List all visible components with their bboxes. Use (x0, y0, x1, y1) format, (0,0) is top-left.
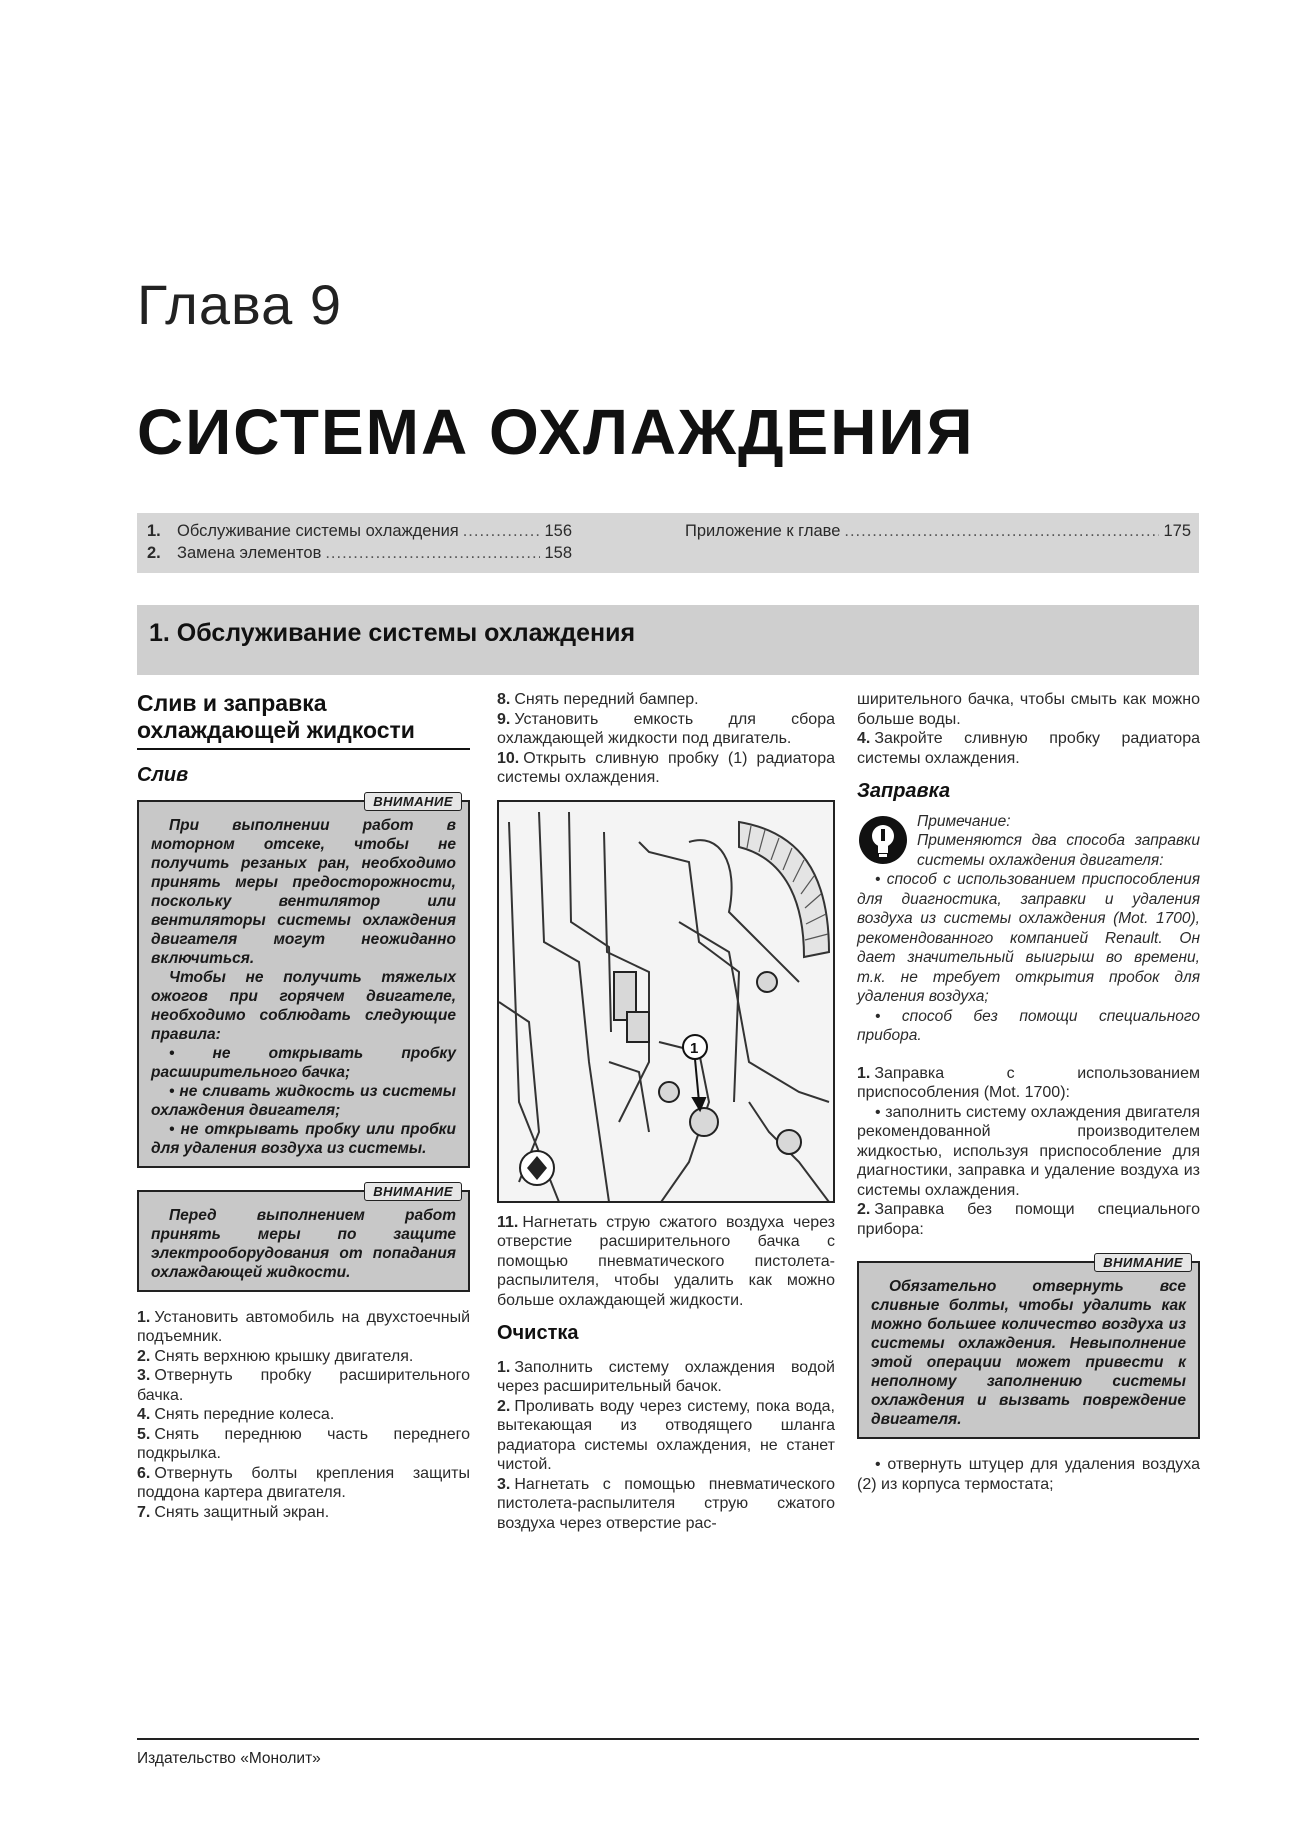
list-item: 8. Снять передний бампер. (497, 691, 699, 708)
list-item: 3. Отвернуть пробку расширительного бачка. (137, 1367, 470, 1404)
list-item: 9. Установить емкость для сбора охлаждающей жидкости под двигатель. (497, 710, 835, 747)
list-item: 3. Нагнетать с помощью пневматического пистолета-распылителя струю сжатого воздуха через отверстие рас- (497, 1475, 835, 1532)
section-title: 1. Обслуживание системы охлаждения (149, 619, 636, 647)
note-bullet: • способ с использованием приспособления для диагностика, заправки и удаления воздуха из системы охлаждения (Mot. 1700), рекомендованного компанией Renault. Он дает значительный выигрыш во времени, т.к. не требует открытия пробок для удаления воздуха; (857, 871, 1200, 1005)
note-box (857, 812, 1200, 1046)
warning-label: ВНИМАНИЕ (364, 1182, 462, 1201)
radiator-illustration (499, 802, 835, 1203)
drain-steps-list (137, 1308, 470, 1523)
list-item: 4. Снять передние колеса. (137, 1406, 335, 1423)
warning-bullet: • не открывать пробку или пробки для удаления воздуха из системы. (151, 1120, 456, 1157)
section-band (137, 605, 1199, 675)
warning-text: Чтобы не получить тяжелых ожогов при горячем двигателе, необходимо соблюдать следующие правила: (151, 968, 456, 1043)
filling-heading: Заправка (857, 780, 951, 802)
warning-box (137, 793, 470, 1168)
warning-box (857, 1255, 1200, 1439)
warning-text: Обязательно отвернуть все сливные болты, чтобы удалить как можно большее количество воздуха из системы охлаждения. Невыполнение этой операции может привести к неполному заполнению системы охлаждения и вызвать повреждение двигателя. (871, 1278, 1186, 1428)
filling-bullet: • отвернуть штуцер для удаления воздуха (2) из корпуса термостата; (857, 1456, 1200, 1493)
filling-steps-list (857, 1064, 1200, 1103)
list-item: 2. Снять верхнюю крышку двигателя. (137, 1347, 414, 1365)
list-item: 11. Нагнетать струю сжатого воздуха через отверстие расширительного бачка с помощью пневматического пистолета-распылителя, чтобы удалить как можно больше охлаждающей жидкости. (497, 1213, 835, 1309)
note-bullet: • способ без помощи специального прибора. (857, 1007, 1200, 1044)
list-item: 1. Заполнить систему охлаждения водой через расширительный бачок. (497, 1358, 835, 1395)
column-3 (857, 690, 1200, 1494)
toc-appendix-text: Приложение к главе (685, 522, 841, 540)
toc-item-page: 158 (544, 544, 572, 562)
warning-label: ВНИМАНИЕ (1094, 1253, 1192, 1272)
subsection-heading-line2: охлаждающей жидкости (137, 717, 470, 750)
list-item: 1. Установить автомобиль на двухстоечный подъемник. (137, 1308, 470, 1345)
list-item: 4. Закройте сливную пробку радиатора системы охлаждения. (857, 730, 1200, 767)
list-item: 6. Отвернуть болты крепления защиты поддона картера двигателя. (137, 1464, 470, 1501)
figure-callout-number: 1 (690, 1039, 699, 1057)
warning-text: Перед выполнением работ принять меры по защите электрооборудования от попадания охлаждающей жидкости. (151, 1206, 456, 1281)
list-item: 1. Заправка с использованием приспособления (Mot. 1700): (857, 1064, 1200, 1101)
toc-appendix[interactable] (685, 522, 1191, 541)
lightbulb-note-icon (857, 814, 909, 866)
warning-bullet: • не открывать пробку расширительного бачка; (151, 1044, 456, 1081)
list-item: 2. Заправка без помощи специального прибора: (857, 1201, 1200, 1238)
toc-leader (844, 522, 1159, 541)
warning-box (137, 1183, 470, 1292)
chapter-toc (137, 513, 1199, 573)
drain-steps-list-end (497, 1213, 835, 1311)
list-item: 10. Открыть сливную пробку (1) радиатора системы охлаждения. (497, 749, 835, 786)
filling-bullet: • заполнить систему охлаждения двигателя рекомендованной производителем жидкостью, используя приспособление для диагностики, заправка и удаление воздуха из системы охлаждения. (857, 1103, 1200, 1199)
toc-item-text: Замена элементов (177, 544, 322, 562)
cleaning-steps-list-end (857, 729, 1200, 768)
chapter-title: СИСТЕМА ОХЛАЖДЕНИЯ (137, 396, 975, 468)
toc-item-page: 156 (544, 522, 572, 540)
cleaning-heading: Очистка (497, 1322, 579, 1344)
toc-item-text: Обслуживание системы охлаждения (177, 522, 459, 540)
toc-appendix-page: 175 (1163, 522, 1191, 540)
toc-item-number: 1. (147, 522, 161, 540)
drain-heading: Слив (137, 764, 189, 786)
chapter-label: Глава 9 (137, 273, 342, 336)
toc-item[interactable] (147, 544, 572, 563)
footer-divider (137, 1738, 1199, 1740)
toc-item[interactable] (147, 522, 572, 541)
warning-label: ВНИМАНИЕ (364, 792, 462, 811)
note-title: Примечание: (917, 812, 1011, 830)
toc-item-number: 2. (147, 544, 161, 562)
warning-bullet: • не сливать жидкость из системы охлаждения двигателя; (151, 1082, 456, 1119)
drain-steps-list-continued (497, 690, 835, 788)
list-item: 5. Снять переднюю часть переднего подкрылка. (137, 1425, 470, 1462)
radiator-drain-plug-figure (497, 800, 835, 1203)
list-item: 7. Снять защитный экран. (137, 1503, 330, 1521)
column-2 (497, 690, 835, 1533)
list-item: 2. Проливать воду через систему, пока вода, вытекающая из отводящего шланга радиатора системы охлаждения, не станет чистой. (497, 1397, 835, 1473)
warning-text: При выполнении работ в моторном отсеке, чтобы не получить резаных ран, необходимо принять меры предосторожности, поскольку вентилятор или вентиляторы системы охлаждения двигателя могут неожиданно включиться. (151, 816, 456, 967)
paragraph: ширительного бачка, чтобы смыть как можно больше воды. (857, 691, 1200, 728)
publisher-footer: Издательство «Монолит» (137, 1750, 321, 1767)
cleaning-continuation (857, 690, 1200, 729)
subsection-heading: Слив и заправка (137, 690, 327, 716)
cleaning-steps-list (497, 1358, 835, 1534)
column-1 (137, 690, 470, 1522)
note-text: Применяются два способа заправки системы охлаждения двигателя: (917, 832, 1200, 869)
renault-logo-icon (520, 1151, 554, 1185)
toc-leader (325, 544, 540, 563)
toc-leader (463, 522, 541, 541)
filling-steps-list-2 (857, 1200, 1200, 1239)
